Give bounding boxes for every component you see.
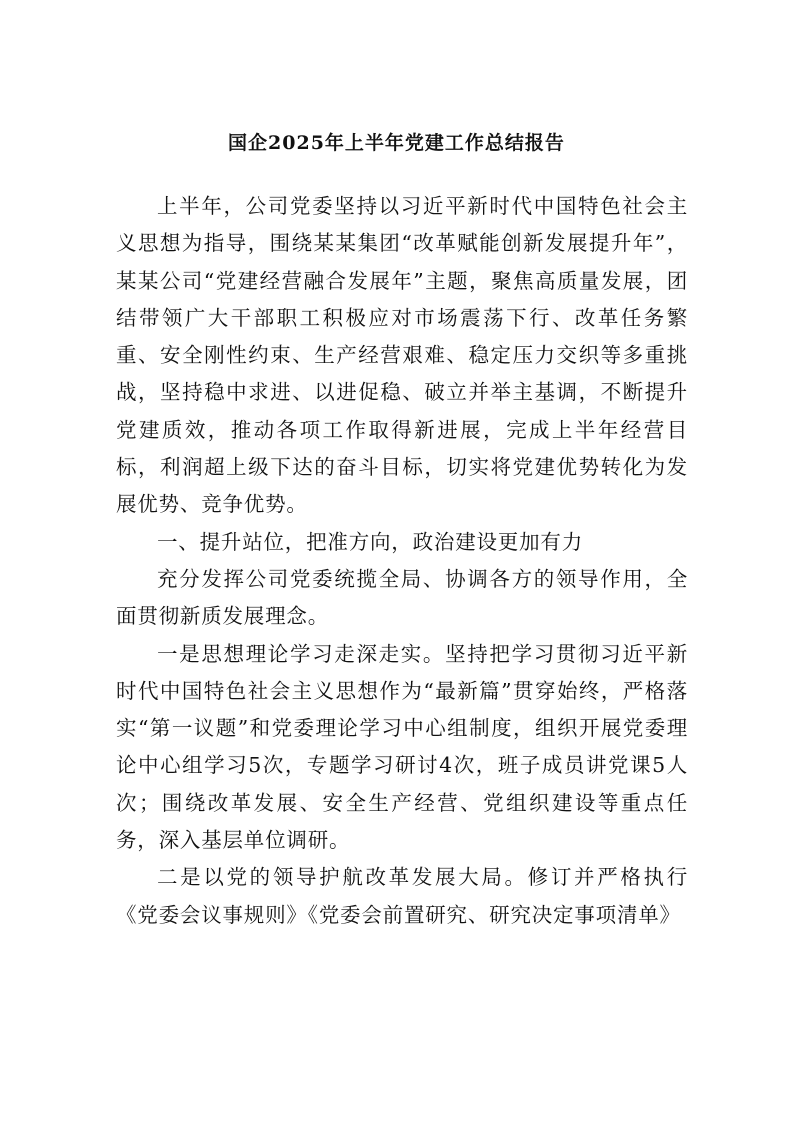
section-intro-paragraph: 充分发挥公司党委统揽全局、协调各方的领导作用，全面贯彻新质发展理念。	[116, 566, 688, 629]
intro-paragraph: 上半年，公司党委坚持以习近平新时代中国特色社会主义思想为指导，围绕某某集团“改革赋能创新发展提升年”，某某公司“党建经营融合发展年”主题，聚焦高质量发展，团结带领广大干部职工积极应对市场震荡下行、改革任务繁重、安全刚性约束、生产经营艰难、稳定压力交织等多重挑战，坚持稳中求进、以进促稳、破立并举主基调，不断提升党建质效，推动各项工作取得新进展，完成上半年经营目标，利润超上级下达的奋斗目标，切实将党建优势转化为发展优势、竞争优势。	[116, 194, 688, 517]
point-one-paragraph: 一是思想理论学习走深走实。坚持把学习贯彻习近平新时代中国特色社会主义思想作为“最新篇”贯穿始终，严格落实“第一议题”和党委理论学习中心组制度，组织开展党委理论中心组学习5次，专题学习研讨4次，班子成员讲党课5人次；围绕改革发展、安全生产经营、党组织建设等重点任务，深入基层单位调研。	[116, 641, 688, 853]
document-title: 国企2025年上半年党建工作总结报告	[228, 132, 565, 154]
point-two-paragraph: 二是以党的领导护航改革发展大局。修订并严格执行《党委会议事规则》《党委会前置研究、研究决定事项清单》	[116, 865, 688, 927]
section-heading: 一、提升站位，把准方向，政治建设更加有力	[157, 529, 583, 554]
document-body	[116, 188, 688, 934]
